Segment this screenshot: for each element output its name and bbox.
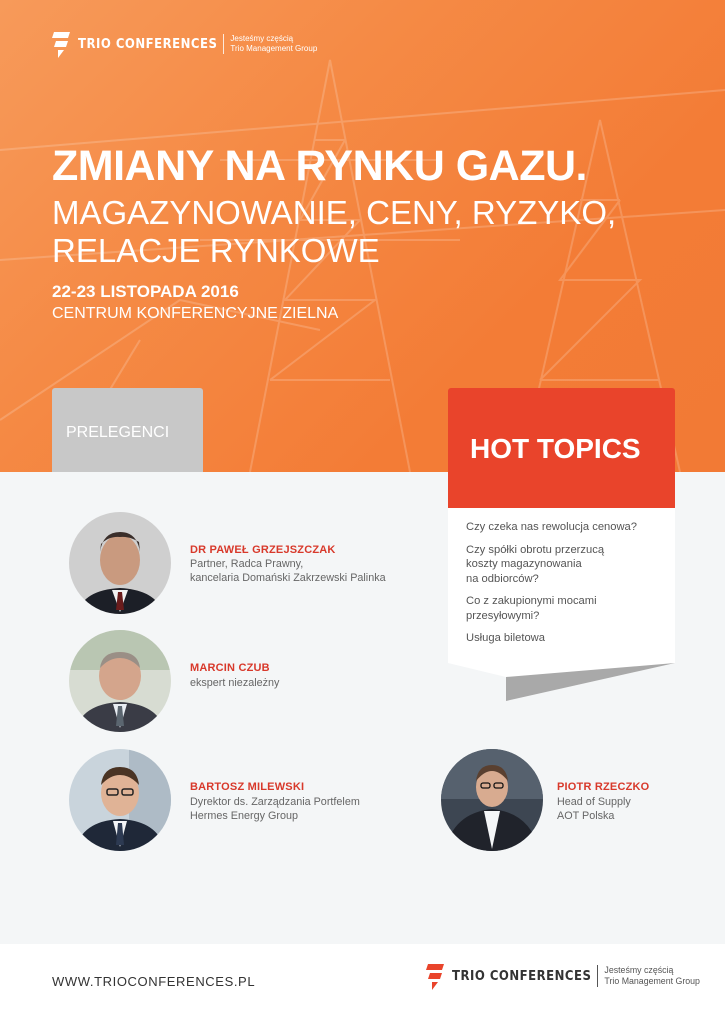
subtitle-line-2: RELACJE RYNKOWE	[52, 232, 380, 269]
speaker-name: BARTOSZ MILEWSKI	[190, 781, 305, 793]
hot-topics-title: HOT TOPICS	[470, 433, 641, 464]
brand-name: TRIO CONFERENCES	[78, 36, 218, 52]
person-icon	[441, 749, 543, 851]
event-subtitle	[52, 194, 616, 270]
speaker-photo	[69, 512, 171, 614]
brand-tagline	[230, 34, 317, 54]
hot-topics-panel	[448, 508, 675, 663]
speaker-name: MARCIN CZUB	[190, 662, 270, 674]
logo-divider	[597, 965, 598, 987]
speaker-role: ekspert niezależny	[190, 677, 280, 689]
trio-logo-icon	[426, 962, 446, 990]
speakers-tab-label: PRELEGENCI	[66, 424, 170, 441]
person-icon	[69, 630, 171, 732]
speakers-tab	[52, 388, 203, 472]
speaker-role: Partner, Radca Prawny,	[190, 558, 304, 570]
footer-brand-logo[interactable]	[426, 962, 700, 990]
event-date: 22-23 LISTOPADA 2016	[52, 282, 239, 301]
person-icon	[69, 512, 171, 614]
speaker-role: Head of Supply	[557, 796, 631, 808]
trio-logo-icon	[52, 30, 72, 58]
website-link[interactable]: WWW.TRIOCONFERENCES.PL	[52, 974, 256, 989]
speaker-role: Dyrektor ds. Zarządzania Portfelem	[190, 796, 360, 808]
hot-topic-item: Czy czeka nas rewolucja cenowa?	[466, 521, 638, 533]
subtitle-line-1: MAGAZYNOWANIE, CENY, RYZYKO,	[52, 194, 617, 231]
speaker-name: DR PAWEŁ GRZEJSZCZAK	[190, 544, 336, 556]
speaker-name: PIOTR RZECZKO	[557, 781, 650, 793]
tagline-line-1: Jesteśmy częścią	[230, 34, 294, 43]
speaker-company: AOT Polska	[557, 810, 615, 822]
tagline-line-2: Trio Management Group	[230, 44, 318, 53]
hot-topic-item: Czy spółki obrotu przerzucą koszty magazynowania na odbiorców?	[466, 543, 605, 585]
hot-topics-list	[448, 508, 675, 646]
tagline-line-1: Jesteśmy częścią	[604, 965, 674, 975]
logo-divider	[223, 34, 224, 54]
speaker-photo	[69, 749, 171, 851]
footer	[0, 944, 725, 1024]
event-title: ZMIANY NA RYNKU GAZU.	[52, 142, 587, 190]
brand-name: TRIO CONFERENCES	[452, 968, 592, 984]
brand-logo[interactable]	[52, 30, 317, 58]
speaker-company: kancelaria Domański Zakrzewski Palinka	[190, 572, 386, 584]
hot-topic-item: Usługa biletowa	[466, 632, 545, 644]
paper-fold-decoration	[448, 663, 675, 701]
speaker-photo	[69, 630, 171, 732]
speaker-company: Hermes Energy Group	[190, 810, 299, 822]
hot-topics-header	[448, 388, 675, 508]
person-icon	[69, 749, 171, 851]
tagline-line-2: Trio Management Group	[604, 976, 700, 986]
hot-topic-item: Co z zakupionymi mocami przesyłowymi?	[466, 595, 597, 622]
event-venue: CENTRUM KONFERENCYJNE ZIELNA	[52, 305, 339, 322]
brand-tagline	[604, 965, 700, 987]
speaker-photo	[441, 749, 543, 851]
